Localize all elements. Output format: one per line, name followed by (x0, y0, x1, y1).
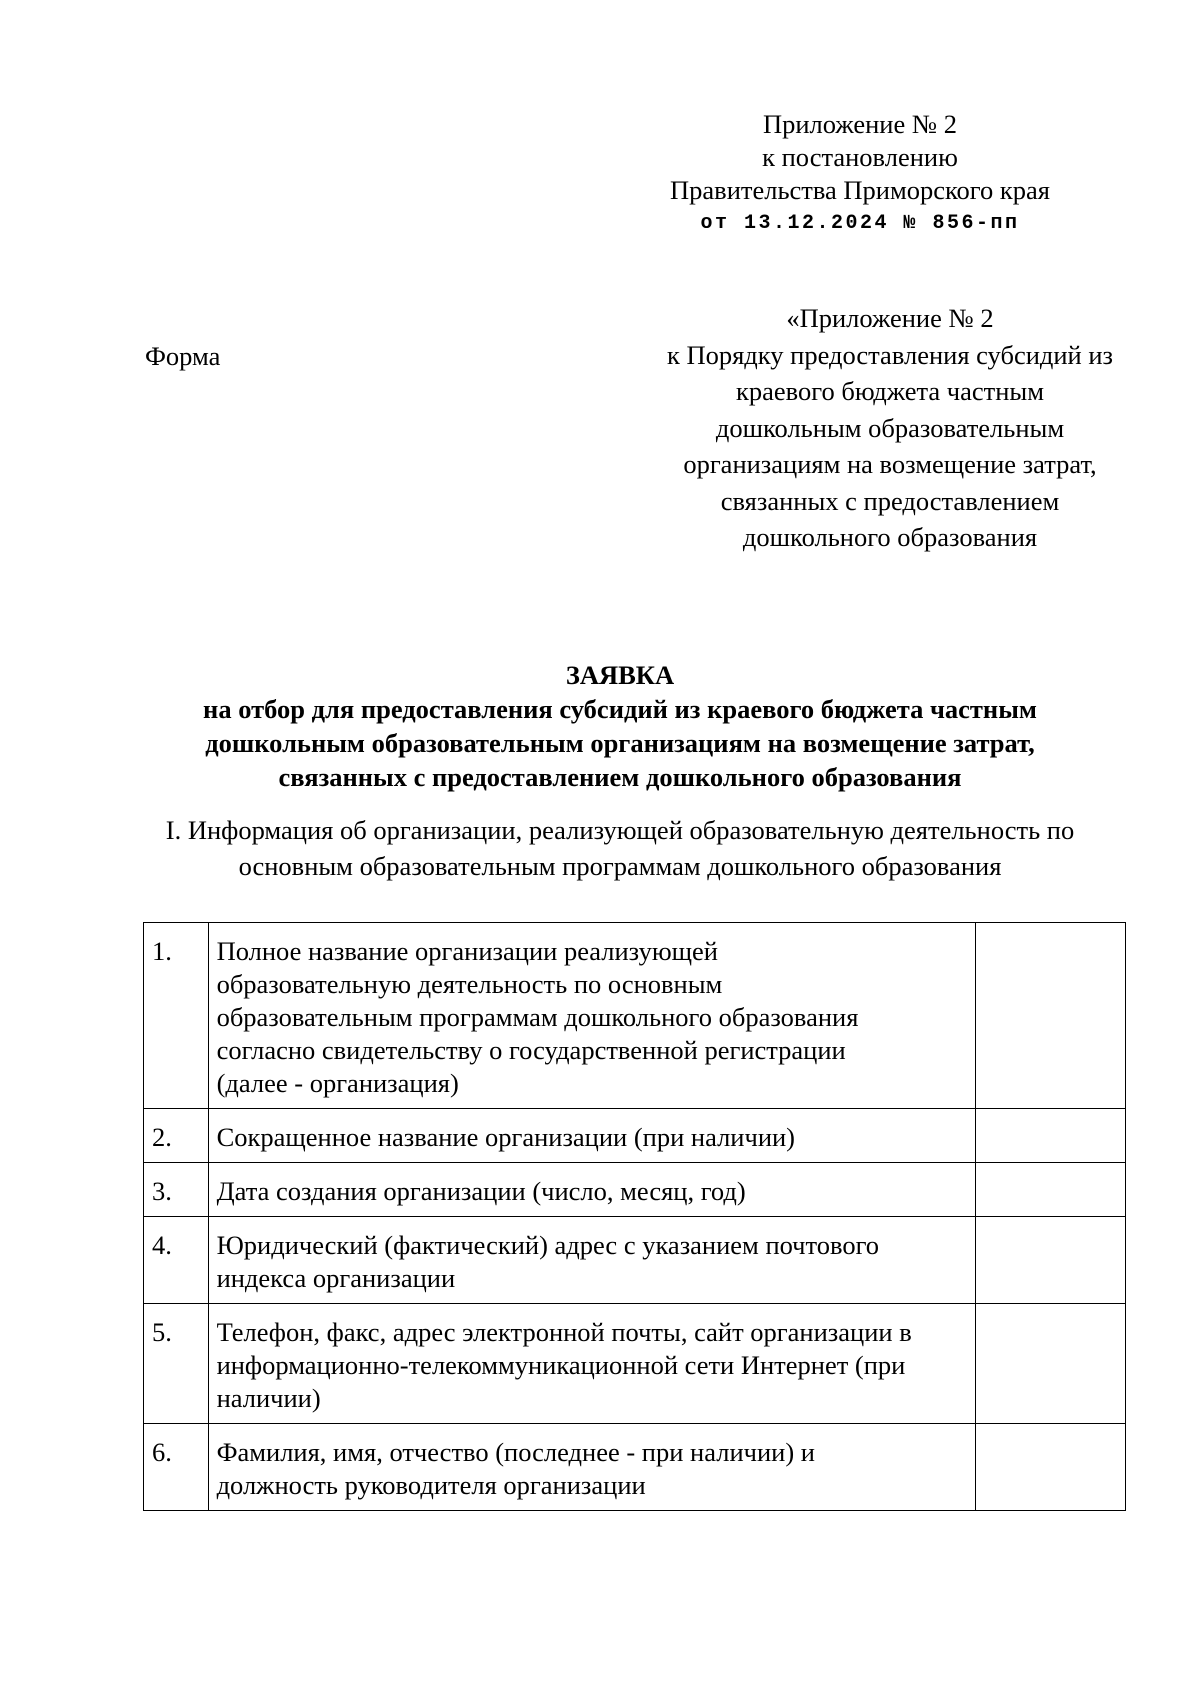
row-description-line: должность руководителя организации (216, 1470, 646, 1500)
order-appendix-line: дошкольным образовательным (715, 412, 1065, 443)
appendix-government: Правительства Приморского края (670, 175, 1050, 205)
title-line: на отбор для предоставления субсидий из краевого бюджета частным (203, 694, 1037, 724)
row-number: 4. (144, 1217, 209, 1304)
order-appendix-line: организациям на возмещение затрат, (683, 449, 1097, 479)
row-description-line: Телефон, факс, адрес электронной почты, сайт организации в (216, 1317, 912, 1347)
appendix-header (640, 108, 1080, 240)
row-value-cell[interactable] (976, 1217, 1126, 1304)
row-description (208, 1424, 976, 1511)
form-label: Форма (145, 341, 221, 371)
row-description (208, 923, 976, 1109)
row-description-line: (далее - организация) (216, 1068, 459, 1098)
row-description-line: Фамилия, имя, отчество (последнее - при наличии) и (216, 1437, 815, 1467)
row-value-cell[interactable] (976, 1304, 1126, 1424)
row-number: 6. (144, 1424, 209, 1511)
row-number: 1. (144, 923, 209, 1109)
organization-info-table (143, 922, 1126, 1511)
row-description (208, 1304, 976, 1424)
title-heading: ЗАЯВКА (565, 660, 675, 690)
order-appendix-line: к Порядку предоставления субсидий из (666, 339, 1114, 370)
row-description-line: образовательным программам дошкольного образования (216, 1002, 859, 1032)
row-description (208, 1217, 976, 1304)
row-description-line: Юридический (фактический) адрес с указанием почтового (216, 1230, 880, 1260)
title-line: связанных с предоставлением дошкольного образования (278, 762, 962, 792)
row-description-line: Дата создания организации (число, месяц, год) (216, 1176, 746, 1206)
row-value-cell[interactable] (976, 1163, 1126, 1217)
row-number: 2. (144, 1109, 209, 1163)
row-description (208, 1163, 976, 1217)
row-description-line: Полное название организации реализующей (216, 936, 718, 966)
section-line: основным образовательным программам дошкольного образования (238, 851, 1002, 881)
order-appendix (635, 300, 1145, 556)
table-row (144, 1163, 1126, 1217)
row-value-cell[interactable] (976, 1424, 1126, 1511)
row-description-line: индекса организации (216, 1263, 456, 1293)
order-appendix-line: связанных с предоставлением (720, 485, 1060, 516)
table-row (144, 1109, 1126, 1163)
row-number: 5. (144, 1304, 209, 1424)
appendix-date-number: от 13.12.2024 № 856-пп (700, 212, 1020, 235)
document-title (100, 658, 1140, 794)
row-description (208, 1109, 976, 1163)
title-line: дошкольным образовательным организациям на возмещение затрат, (205, 728, 1035, 758)
row-description-line: образовательную деятельность по основным (216, 969, 723, 999)
table-row (144, 1424, 1126, 1511)
appendix-number: Приложение № 2 (762, 109, 957, 139)
table-row (144, 923, 1126, 1109)
row-value-cell[interactable] (976, 923, 1126, 1109)
row-description-line: наличии) (216, 1383, 321, 1413)
table-row (144, 1217, 1126, 1304)
row-description-line: Сокращенное название организации (при наличии) (216, 1122, 796, 1152)
table-row (144, 1304, 1126, 1424)
row-value-cell[interactable] (976, 1109, 1126, 1163)
order-appendix-line: дошкольного образования (742, 522, 1038, 552)
order-appendix-line: краевого бюджета частным (736, 376, 1044, 406)
appendix-to-resolution: к постановлению (762, 142, 958, 172)
section-line: I. Информация об организации, реализующей образовательную деятельность по (165, 815, 1075, 845)
row-number: 3. (144, 1163, 209, 1217)
order-appendix-line: «Приложение № 2 (786, 303, 994, 333)
row-description-line: согласно свидетельству о государственной регистрации (216, 1035, 846, 1065)
section-heading (100, 812, 1140, 884)
row-description-line: информационно-телекоммуникационной сети Интернет (при (216, 1350, 906, 1380)
